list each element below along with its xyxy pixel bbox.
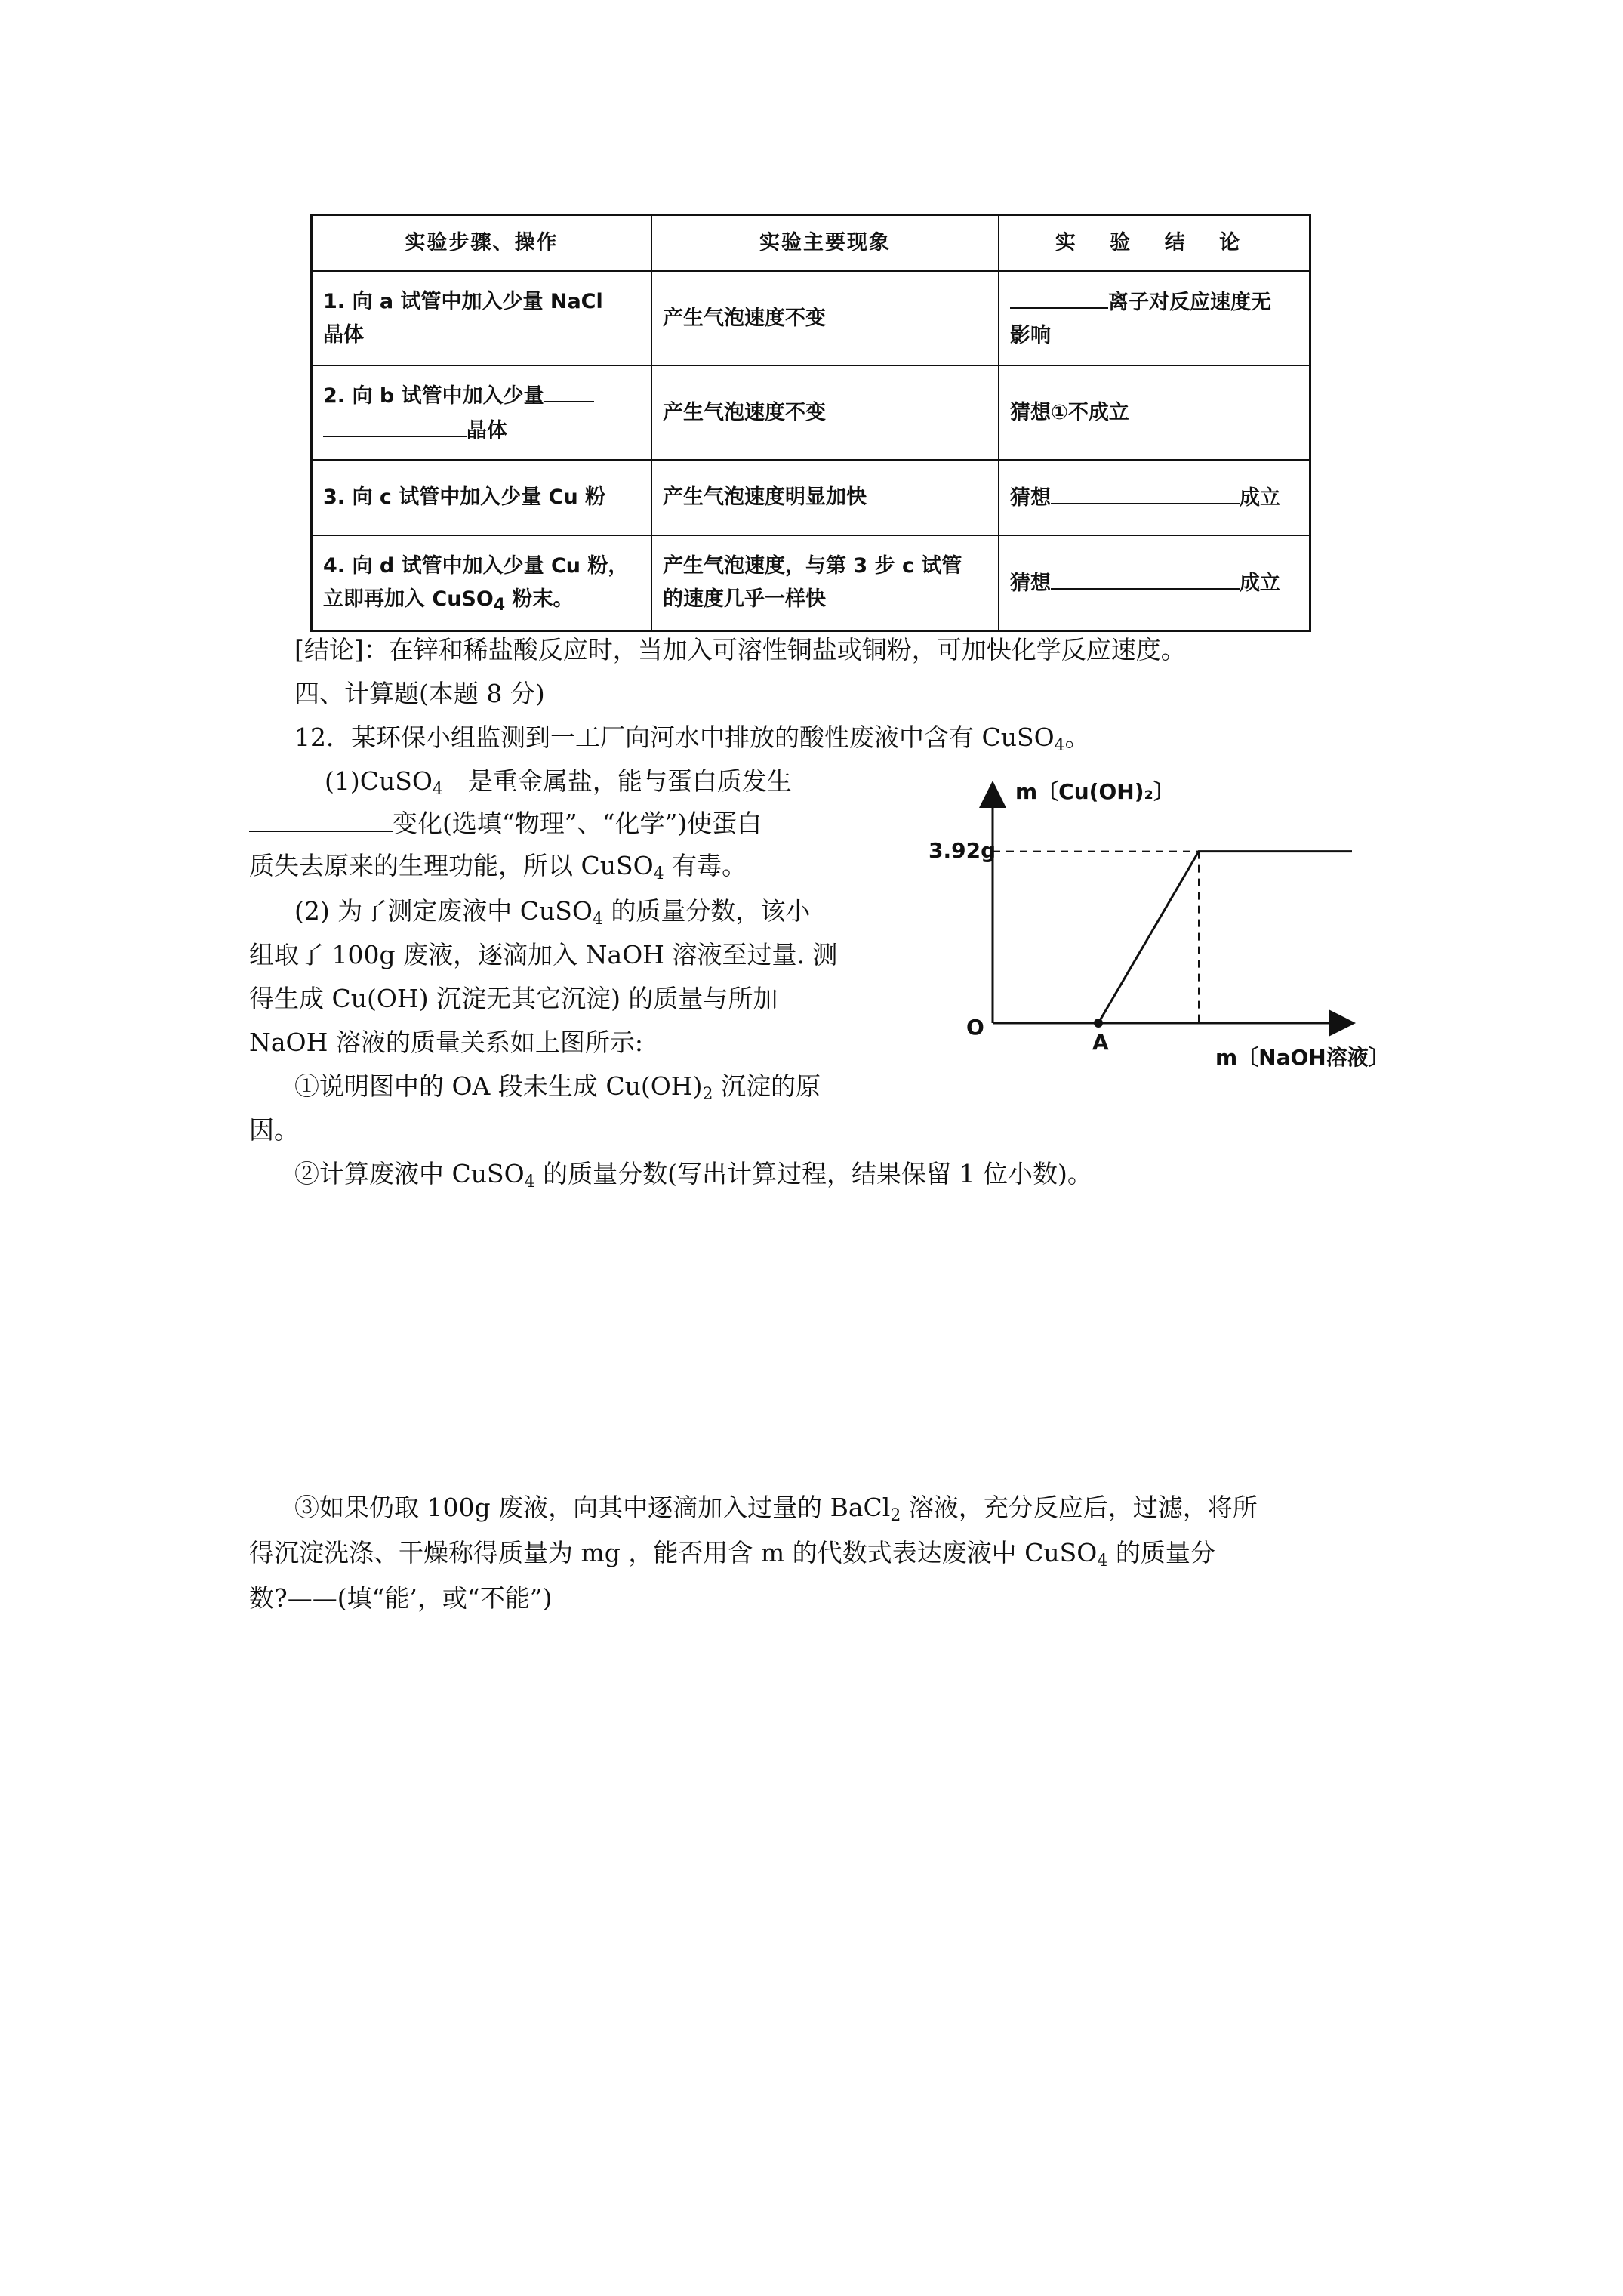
conclusion-text: [结论]：在锌和稀盐酸反应时，当加入可溶性铜盐或铜粉，可加快化学反应速度。 — [294, 635, 1186, 664]
step-cell: 3. 向 c 试管中加入少量 Cu 粉 — [312, 460, 652, 535]
question-12-stem: 12．某环保小组监测到一工厂向河水中排放的酸性废液中含有 CuSO$_4$。 — [294, 723, 1090, 755]
table-header-conclusion: 实 验 结 论 — [999, 215, 1310, 272]
conclusion-cell: 猜想 成立 — [999, 460, 1310, 535]
phenomenon-cell: 产生气泡速度不变 — [651, 271, 999, 365]
part2-line4: NaOH 溶液的质量关系如上图所示: — [249, 1028, 643, 1057]
part2-line1: (2) 为了测定废液中 CuSO$_4$ 的质量分数，该小 — [294, 896, 811, 929]
answer-blank[interactable] — [1051, 566, 1240, 590]
conclusion-cell: 离子对反应速度无 影响 — [999, 271, 1310, 365]
phenomenon-cell: 产生气泡速度明显加快 — [651, 460, 999, 535]
series-line — [993, 852, 1352, 1023]
origin-label: O — [966, 1015, 984, 1040]
answer-blank[interactable] — [544, 378, 594, 402]
section-heading: 四、计算题(本题 8 分) — [294, 679, 545, 708]
part2-line3: 得生成 Cu(OH) 沉淀无其它沉淀) 的质量与所加 — [249, 984, 778, 1013]
question-i-line1: ①说明图中的 OA 段未生成 $Cu(OH)_2$ 沉淀的原 — [294, 1071, 821, 1104]
answer-blank[interactable] — [249, 805, 393, 832]
table-row — [312, 365, 1310, 460]
y-axis-label: m〔Cu(OH)₂〕 — [1015, 779, 1175, 804]
y-tick-label: 3.92g — [929, 838, 996, 863]
answer-blank[interactable] — [1010, 285, 1108, 309]
point-a-marker — [1094, 1019, 1103, 1028]
question-iii-line1: ③如果仍取 100g 废液，向其中逐滴加入过量的 BaCl$_2$ 溶液，充分反应后，过滤，将所 — [294, 1493, 1258, 1525]
conclusion-cell: 猜想①不成立 — [999, 365, 1310, 460]
table-header-phenomena: 实验主要现象 — [651, 215, 999, 272]
table-row — [312, 460, 1310, 535]
precipitate-graph — [929, 763, 1419, 1095]
table-header-steps: 实验步骤、操作 — [312, 215, 652, 272]
phenomenon-cell: 产生气泡速度不变 — [651, 365, 999, 460]
step-cell: 4. 向 d 试管中加入少量 Cu 粉， 立即再加入 CuSO$_4$ 粉末。 — [312, 535, 652, 631]
part1-line2: 变化(选填“物理”、“化学”)使蛋白 — [249, 803, 762, 844]
question-i-line2: 因。 — [249, 1115, 299, 1145]
table-row — [312, 271, 1310, 365]
conclusion-cell: 猜想 成立 — [999, 535, 1310, 631]
part2-line2: 组取了 100g 废液，逐滴加入 NaOH 溶液至过量. 测 — [249, 940, 838, 969]
experiment-table — [310, 214, 1311, 632]
step-cell: 1. 向 a 试管中加入少量 NaCl 晶体 — [312, 271, 652, 365]
answer-blank[interactable] — [1051, 480, 1240, 504]
phenomenon-cell: 产生气泡速度，与第 3 步 c 试管 的速度几乎一样快 — [651, 535, 999, 631]
part1-line3: 质失去原来的生理功能，所以 CuSO$_4$ 有毒。 — [249, 851, 747, 883]
part1-line1: (1)CuSO$_4$ 是重金属盐，能与蛋白质发生 — [325, 766, 792, 799]
answer-blank[interactable] — [323, 413, 467, 437]
question-iii-line3: 数?——(填“能’，或“不能”) — [249, 1583, 553, 1613]
question-ii: ②计算废液中 CuSO$_4$ 的质量分数(写出计算过程，结果保留 1 位小数)。 — [294, 1159, 1092, 1191]
step-cell: 2. 向 b 试管中加入少量 晶体 — [312, 365, 652, 460]
point-a-label: A — [1092, 1030, 1109, 1055]
table-row — [312, 535, 1310, 631]
x-axis-label: m〔NaOH溶液〕 — [1215, 1045, 1390, 1070]
question-iii-line2: 得沉淀洗涤、干燥称得质量为 mg ，能否用含 m 的代数式表达废液中 CuSO$_4$ 的质量分 — [249, 1538, 1215, 1570]
